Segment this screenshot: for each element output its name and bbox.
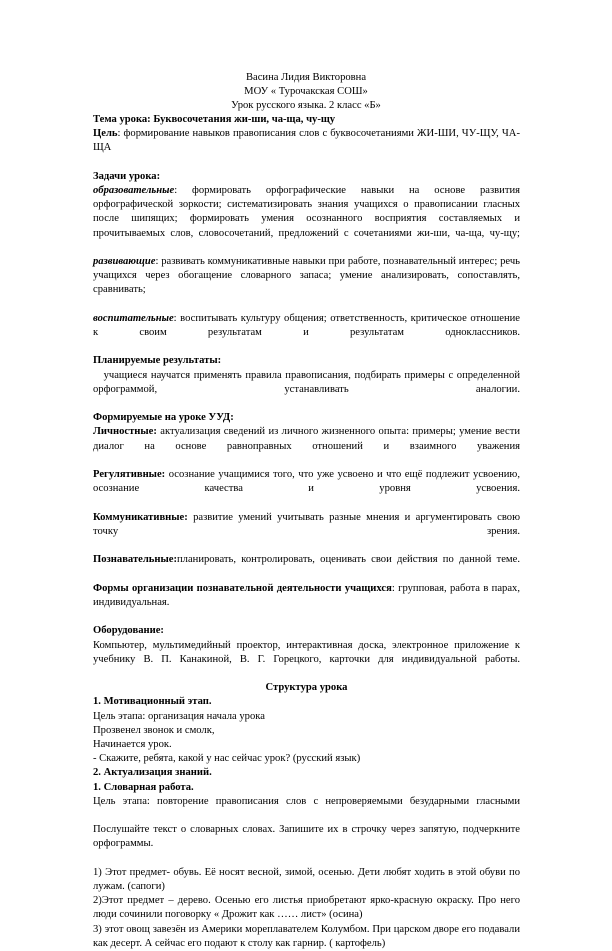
forms-of-organization-paragraph <box>93 582 520 625</box>
document-title-block <box>0 71 612 113</box>
uud-heading <box>93 411 520 425</box>
stage1-dialogue-line: - Скажите, ребята, какой у нас сейчас урок? (русский язык) <box>93 753 361 765</box>
equipment-heading <box>93 624 520 638</box>
uud-personal-value: актуализация сведений из личного жизненного опыта: примеры; умение вести диалог на основе равноправных отношений и взаимного уважения <box>93 426 520 452</box>
uud-communicative-label: Коммуникативные: <box>93 511 188 523</box>
goal-paragraph <box>93 127 520 170</box>
uud-regulative-value: осознание учащимися того, что уже усвоено и что ещё подлежит усвоению, осознание качества и уровня усвоения. <box>93 469 520 495</box>
document-body <box>93 113 520 951</box>
stage1-title <box>93 695 520 709</box>
stage1-verse-line-1: Прозвенел звонок и смолк, <box>93 724 215 736</box>
task-educational-value: : формировать орфографические навыки на основе развития орфографической зоркости; систематизировать знания учащихся о правописании гласных после шипящих; формировать умения осознанного восприятия составляемых и прочитываемых слов, словосочетаний, предложений с сочетаниями жи-ши, ча-ща, чу-щу; <box>93 185 520 239</box>
task-upbringing-paragraph <box>93 312 520 355</box>
stage2-title-text: 2. Актуализация знаний. <box>93 767 212 779</box>
task-educational-label: образовательные <box>93 185 175 197</box>
goal-label: Цель <box>93 128 118 140</box>
uud-personal-paragraph <box>93 425 520 468</box>
author-name: Васина Лидия Викторовна <box>245 72 367 83</box>
school-name: МОУ « Турочакская СОШ» <box>244 86 368 98</box>
equipment-value: Компьютер, мультимедийный проектор, интерактивная доска, электронное приложение к учебнику В. П. Канакиной, В. Г. Горецкого, карточки для индивидуальной работы. <box>93 639 520 665</box>
goal-value: : формирование навыков правописания слов с буквосочетаниями ЖИ-ШИ, ЧУ-ЩУ, ЧА-ЩА <box>93 128 520 154</box>
stage2-subsection-title <box>93 781 520 795</box>
stage1-goal: Цель этапа: организация начала урока <box>93 710 265 722</box>
task-educational-paragraph <box>93 184 520 255</box>
structure-heading: Структура урока <box>265 682 348 694</box>
forms-of-organization-value: : групповая, работа в парах, индивидуальная. <box>93 582 520 608</box>
planned-results-label: Планируемые результаты: <box>93 355 222 367</box>
stage2-instruction-paragraph: Послушайте текст о словарных словах. Запишите их в строчку через запятую, подчеркните орфограммы. <box>93 824 520 850</box>
planned-results-value: учащиеся научатся применять правила правописания, подбирать примеры с определенной орфограммой, устанавливать аналогии. <box>93 369 520 395</box>
uud-regulative-paragraph <box>93 468 520 511</box>
topic-value: Буквосочетания жи-ши, ча-ща, чу-щу <box>150 114 336 125</box>
planned-results-heading <box>93 354 520 368</box>
planned-results-paragraph <box>93 369 520 412</box>
riddle-item-3: 3) этот овощ завезён из Америки мореплавателем Колумбом. При царском дворе его подавали как десерт. А сейчас его подают к столу как гарнир. ( картофель) <box>93 923 520 949</box>
task-upbringing-value: : воспитывать культуру общения; ответственность, критическое отношение к своим результатам и результатам одноклассников. <box>93 312 520 339</box>
equipment-paragraph <box>93 639 520 682</box>
uud-communicative-paragraph <box>93 511 520 554</box>
task-upbringing-label: воспитательные <box>93 312 174 324</box>
stage2-subsection-title-text: 1. Словарная работа. <box>93 781 194 793</box>
uud-cognitive-value: планировать, контролировать, оценивать свои действия по данной теме. <box>177 554 520 566</box>
stage2-title <box>93 766 520 780</box>
stage2-goal-paragraph: Цель этапа: повторение правописания слов с непроверяемыми безударными гласными <box>93 795 520 807</box>
uud-label: Формируемые на уроке УУД: <box>93 412 234 424</box>
riddle-item-2: 2)Этот предмет – дерево. Осенью его листья приобретают ярко-красную окраску. Про него люди сочинили поговорку « Дрожит как …… лист» (осина) <box>93 895 520 921</box>
riddle-item-1: 1) Этот предмет- обувь. Её носят весной, зимой, осенью. Дети любят ходить в этой обуви по лужам. (сапоги) <box>93 866 520 892</box>
uud-regulative-label: Регулятивные: <box>93 469 166 481</box>
task-developmental-label: развивающие <box>93 256 156 268</box>
equipment-label: Оборудование: <box>93 625 164 637</box>
uud-cognitive-label: Познавательные: <box>93 554 177 566</box>
uud-cognitive-paragraph <box>93 553 520 581</box>
task-developmental-value: : развивать коммуникативные навыки при работе, познавательный интерес; речь учащихся через обогащение словарного запаса; умение анализировать, сопоставлять, сравнивать; <box>93 256 520 296</box>
lesson-subject-line: Урок русского языка. 2 класс «Б» <box>231 100 381 112</box>
topic-label: Тема урока: <box>93 114 151 125</box>
task-developmental-paragraph <box>93 255 520 312</box>
uud-personal-label: Личностные: <box>93 426 157 438</box>
stage1-verse-line-2: Начинается урок. <box>93 738 172 750</box>
forms-of-organization-label: Формы организации познавательной деятельности учащихся <box>93 582 392 594</box>
tasks-label: Задачи урока: <box>93 170 161 182</box>
stage1-title-text: 1. Мотивационный этап. <box>93 696 212 708</box>
topic-paragraph <box>93 113 520 127</box>
tasks-heading <box>93 170 520 184</box>
uud-communicative-value: развитие умений учитывать разные мнения и аргументировать свою точку зрения. <box>93 511 520 537</box>
